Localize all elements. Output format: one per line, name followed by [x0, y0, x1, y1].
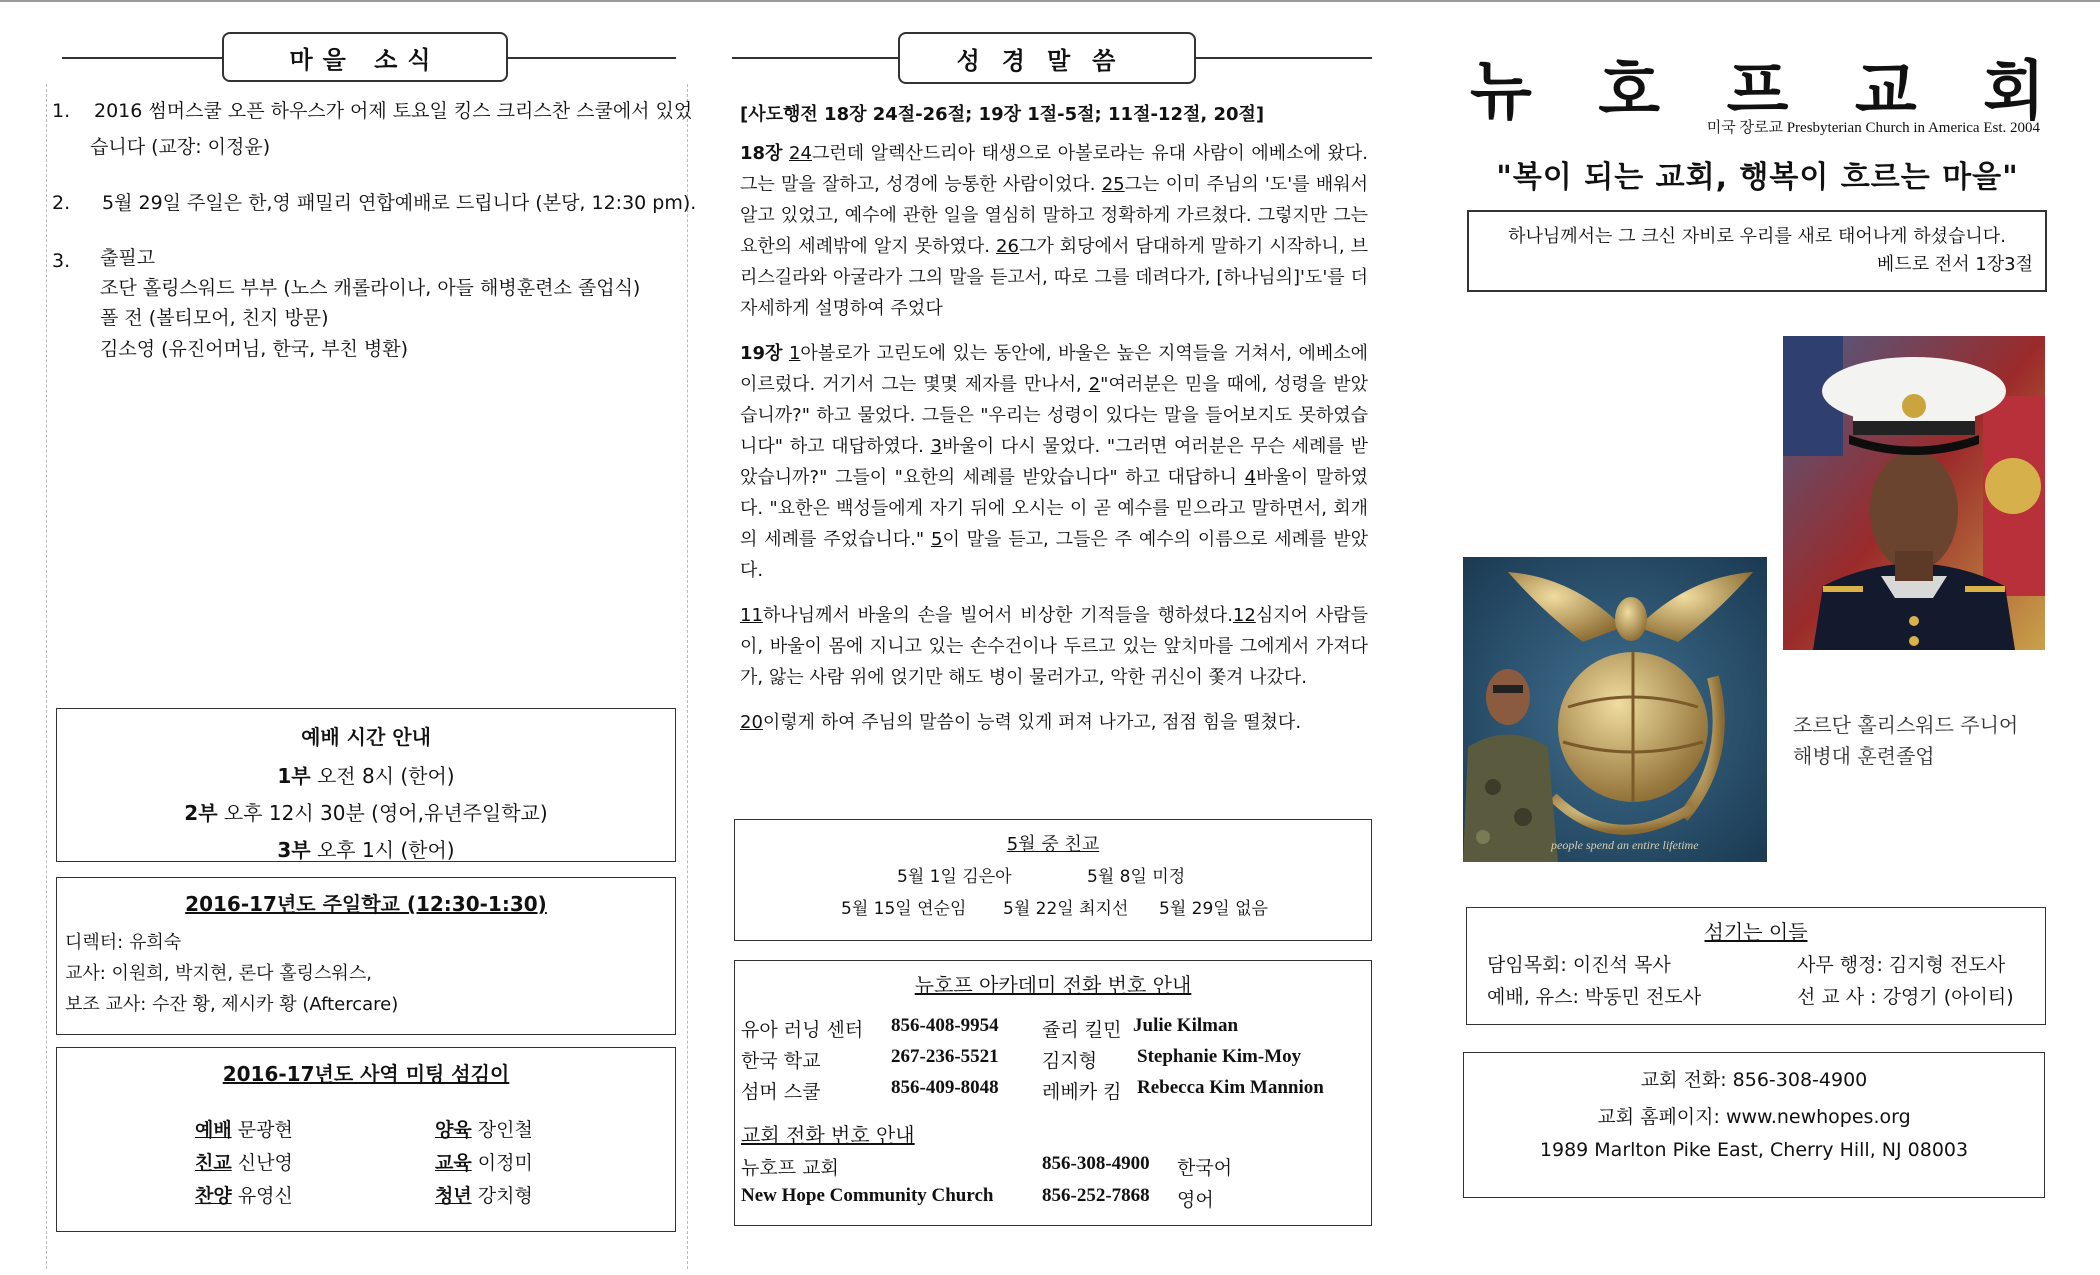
staff-entry: 예배, 유스: 박동민 전도사	[1487, 986, 1702, 1008]
photo-caption-line: 해병대 훈련졸업	[1793, 744, 1935, 768]
header-rule-left	[732, 57, 898, 59]
photo-caption	[1793, 710, 2018, 772]
fellowship-entry: 5월 29일 없음	[1159, 899, 1268, 919]
church-phone-lang: 영어	[1177, 1189, 1214, 1211]
academy-person-ko: 레베카 킴	[1042, 1081, 1122, 1103]
ministry-entry: 교육 이정미	[435, 1152, 533, 1174]
news-item-number: 3.	[52, 250, 71, 272]
fellowship-box	[734, 819, 1372, 941]
sunday-school-line: 디렉터: 유희숙	[65, 932, 182, 953]
academy-name: 섬머 스쿨	[741, 1081, 821, 1103]
scripture-paragraph: 11하나님께서 바울의 손을 빌어서 비상한 기적들을 행하셨다.12심지어 사람들이, 바울이 몸에 지니고 있는 손수건이나 두르고 있는 앞치마를 그에게서 가져다가, 앓는 사람 위에 얹기만 해도 병이 물러가고, 악한 귀신이 쫓겨 나갔다.	[740, 605, 1368, 688]
ministry-entry: 청년 강치형	[435, 1185, 533, 1207]
scripture-text	[740, 138, 1368, 752]
sunday-school-title: 2016-17년도 주일학교 (12:30-1:30)	[185, 892, 547, 916]
verse-box	[1467, 210, 2047, 292]
news-item-line: 조단 홀링스워드 부부 (노스 캐롤라이나, 아들 해병훈련소 졸업식)	[100, 277, 641, 299]
church-phone: 교회 전화: 856-308-4900	[1640, 1069, 1868, 1091]
church-phone-name: New Hope Community Church	[741, 1185, 994, 1206]
phone-directory-box	[734, 960, 1372, 1226]
ministry-entry: 양육 장인철	[435, 1119, 533, 1141]
church-name-char: 뉴	[1470, 55, 1532, 129]
academy-person-ko: 쥴리 킬민	[1042, 1019, 1122, 1041]
church-phone-lang: 한국어	[1177, 1157, 1233, 1179]
church-phone-number: 856-252-7868	[1042, 1185, 1150, 1206]
header-rule-left	[62, 57, 222, 59]
sunday-school-box	[56, 877, 676, 1035]
contact-box	[1463, 1052, 2045, 1198]
worship-times-title: 예배 시간 안내	[301, 725, 431, 749]
academy-phone: 856-408-9954	[891, 1015, 999, 1036]
news-item-line: 폴 전 (볼티모어, 친지 방문)	[100, 307, 329, 329]
staff-box	[1466, 907, 2046, 1025]
sunday-school-line: 보조 교사: 수잔 황, 제시카 황 (Aftercare)	[65, 994, 399, 1015]
academy-person-en: Julie Kilman	[1133, 1015, 1239, 1036]
church-homepage: 교회 홈페이지: www.newhopes.org	[1597, 1106, 1911, 1128]
church-address: 1989 Marlton Pike East, Cherry Hill, NJ 08003	[1539, 1139, 1969, 1161]
church-name-char: 교	[1854, 55, 1917, 129]
church-phone-title: 교회 전화 번호 안내	[741, 1123, 915, 1147]
academy-name: 유아 러닝 센터	[741, 1019, 864, 1041]
scripture-paragraph: 20이렇게 하여 주님의 말씀이 능력 있게 퍼져 나가고, 점점 힘을 떨쳤다.	[740, 712, 1302, 733]
academy-person-ko: 김지형	[1042, 1050, 1098, 1072]
academy-name: 한국 학교	[741, 1050, 821, 1072]
marine-emblem-photo	[1463, 557, 1767, 862]
news-item-line: 2016 썸머스쿨 오픈 하우스가 어제 토요일 킹스 크리스찬 스쿨에서 있었	[94, 100, 693, 122]
fellowship-title: 5월 중 친교	[1006, 834, 1100, 855]
marine-portrait-image	[1783, 336, 2045, 650]
news-item-line: 김소영 (유진어머님, 한국, 부친 병환)	[100, 338, 409, 360]
academy-phone: 267-236-5521	[891, 1046, 999, 1067]
church-name-char: 회	[1983, 55, 2045, 129]
fellowship-entry: 5월 1일 김은아	[897, 867, 1012, 887]
academy-person-en: Stephanie Kim-Moy	[1137, 1046, 1302, 1067]
ministry-right-list	[435, 1114, 533, 1213]
church-name-char: 프	[1726, 55, 1789, 129]
fellowship-entry: 5월 15일 연순임	[841, 899, 967, 919]
scripture-header: 성경말씀	[898, 32, 1196, 84]
church-name-char: 호	[1598, 55, 1661, 129]
academy-phone: 856-409-8048	[891, 1077, 999, 1098]
news-item-line: 5월 29일 주일은 한,영 패밀리 연합예배로 드립니다 (본당, 12:30 pm).	[102, 192, 697, 214]
worship-times-box	[56, 708, 676, 862]
staff-entry: 담임목회: 이진석 목사	[1487, 954, 1671, 976]
header-rule-right	[1196, 57, 1372, 59]
worship-line: 1부 오전 8시 (한어)	[277, 764, 455, 788]
news-item-line: 출필고	[100, 247, 156, 269]
top-border	[0, 0, 2100, 2]
news-header: 마을 소식	[222, 32, 508, 82]
academy-phone-title: 뉴호프 아카데미 전화 번호 안내	[914, 973, 1192, 997]
photo-caption-line: 조르단 홀리스워드 주니어	[1793, 713, 2019, 737]
church-phone-number: 856-308-4900	[1042, 1153, 1150, 1174]
news-item-line: 습니다 (교장: 이정윤)	[90, 136, 271, 158]
staff-title: 섬기는 이들	[1704, 920, 1808, 944]
marine-portrait-photo	[1783, 336, 2045, 650]
staff-entry: 사무 행정: 김지형 전도사	[1797, 954, 2006, 976]
fellowship-entry: 5월 8일 미정	[1087, 867, 1186, 887]
ministry-left-list	[195, 1114, 293, 1213]
verse-text: 하나님께서는 그 크신 자비로 우리를 새로 태어나게 하셨습니다.	[1508, 226, 2006, 247]
news-item-number: 1.	[52, 100, 71, 122]
scripture-paragraph: 19장 1아볼로가 고린도에 있는 동안에, 바울은 높은 지역들을 거쳐서, 에베소에 이르렀다. 거기서 그는 몇몇 제자를 만나서, 2"여러분은 믿을 때에, 성령을 받았습니까?" 하고 물었다. 그들은 "우리는 성령이 있다는 말을 들어보지도 못하였습니다" 하고 대답하였다. 3바울이 다시 물었다. "그러면 여러분은 무슨 세례를 받았습니까?" 그들이 "요한의 세례를 받았습니다" 하고 대답하니 4바울이 말하였다. "요한은 백성들에게 자기 뒤에 오시는 이 곧 예수를 믿으라고 말하면서, 회개의 세례를 주었습니다." 5이 말을 듣고, 그들은 주 예수의 이름으로 세례를 받았다.	[740, 343, 1368, 581]
ministry-entry: 찬양 유영신	[195, 1185, 293, 1207]
photo-caption-text: people spend an entire lifetime	[1551, 838, 1699, 852]
scripture-reference: [사도행전 18장 24절-26절; 19장 1절-5절; 11절-12절, 20절]	[740, 104, 1265, 125]
academy-person-en: Rebecca Kim Mannion	[1137, 1077, 1324, 1098]
staff-entry: 선 교 사 : 강영기 (아이티)	[1797, 986, 2014, 1008]
sunday-school-staff	[65, 927, 675, 1020]
verse-reference: 베드로 전서 1장3절	[1876, 254, 2033, 275]
header-rule-right	[508, 57, 676, 59]
ministry-entry: 친교 신난영	[195, 1152, 293, 1174]
ministry-entry: 예배 문광현	[195, 1119, 293, 1141]
worship-line: 2부 오후 12시 30분 (영어,유년주일학교)	[184, 801, 548, 825]
sunday-school-line: 교사: 이원희, 박지현, 론다 홀링스워스,	[65, 963, 372, 984]
ministry-box	[56, 1047, 676, 1232]
news-item-number: 2.	[52, 192, 71, 214]
worship-line: 3부 오후 1시 (한어)	[277, 838, 455, 862]
church-motto: "복이 되는 교회, 행복이 흐르는 마을"	[1496, 160, 2019, 195]
church-affiliation: 미국 장로교 Presbyterian Church in America Est. 2004	[1706, 120, 2040, 136]
marine-emblem-image	[1463, 557, 1767, 862]
scripture-paragraph: 18장 24그런데 알렉산드리아 태생으로 아볼로라는 유대 사람이 에베소에 왔다. 그는 말을 잘하고, 성경에 능통한 사람이었다. 25그는 이미 주님의 '도'를 배워서 알고 있었고, 예수에 관한 일을 열심히 말하고 정확하게 가르쳤다. 그렇지만 그는 요한의 세례밖에 알지 못하였다. 26그가 회당에서 담대하게 말하기 시작하니, 브리스길라와 아굴라가 그의 말을 듣고서, 따로 그를 데려다가, [하나님의]'도'를 더 자세하게 설명하여 주었다	[740, 143, 1369, 319]
ministry-title: 2016-17년도 사역 미팅 섬김이	[222, 1062, 510, 1086]
church-phone-name: 뉴호프 교회	[741, 1157, 839, 1179]
fellowship-entry: 5월 22일 최지선	[1003, 899, 1129, 919]
